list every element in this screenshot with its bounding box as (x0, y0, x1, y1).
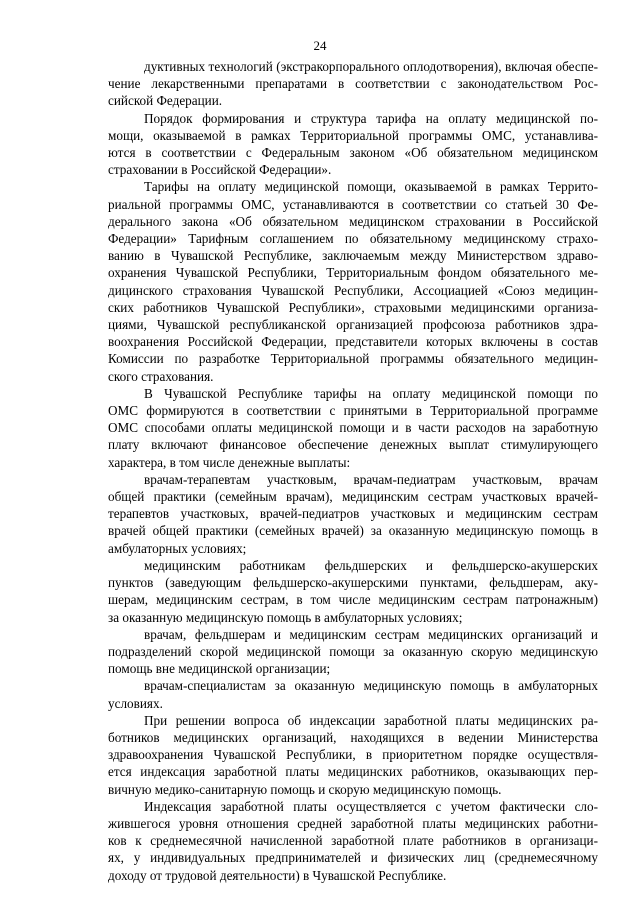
text-line: характера, в том числе денежные выплаты: (108, 454, 351, 470)
text-line: охранения Чувашской Республики, Территориальным фондом обязательного ме- (108, 265, 598, 281)
text-line: медицинским работникам фельдшерских и фельдшерско-акушерских (144, 557, 598, 573)
text-line: циями, Чувашской республиканской организацией профсоюза работников здра- (108, 317, 598, 333)
paragraph (108, 471, 598, 557)
text-line: чение лекарственными препаратами в соответствии с законодательством Рос- (108, 76, 598, 92)
text-line: врачей общей практики (семейных врачей) за оказанную медицинскую помощь в (108, 523, 598, 539)
text-line: терапевтов участковых, врачей-педиатров участковых и медицинским сестрам (108, 506, 598, 522)
text-line: подразделений скорой медицинской помощи за оказанную скорую медицинскую (108, 643, 598, 659)
text-line: ется индексация заработной платы медицинских работников, оказывающих пер- (108, 764, 598, 780)
text-line: помощь вне медицинской организации; (108, 661, 331, 677)
text-line: плату включают финансовое обеспечение денежных выплат стимулирующего (108, 437, 598, 453)
text-line: ков к среднемесячной начисленной заработной плате работников в организаци- (108, 833, 598, 849)
text-line: ских работников Чувашской Республики», страховыми медицинскими организа- (108, 299, 598, 315)
text-line: мощи, оказываемой в рамках Территориальной программы ОМС, устанавлива- (108, 127, 598, 143)
text-line: ванию в Чувашской Республике, заключаемым между Министерством здраво- (108, 248, 598, 264)
text-line: врачам-специалистам за оказанную медицинскую помощь в амбулаторных (144, 678, 598, 694)
text-line: ботников медицинских организаций, находящихся в ведении Министерства (108, 729, 598, 745)
paragraph (108, 712, 598, 798)
paragraph (108, 385, 598, 471)
text-line: Тарифы на оплату медицинской помощи, оказываемой в рамках Террито- (144, 179, 598, 195)
text-line: врачам, фельдшерам и медицинским сестрам медицинских организаций и (144, 626, 598, 642)
text-line: вичную медико-санитарную помощь и скорую медицинскую помощь. (108, 781, 502, 797)
text-line: жившегося уровня отношения средней заработной платы медицинских работни- (108, 815, 598, 831)
text-line: пунктов (заведующим фельдшерско-акушерскими пунктами, фельдшерам, аку- (108, 575, 598, 591)
body-text (108, 58, 598, 884)
text-line: Индексация заработной платы осуществляется с учетом фактически сло- (144, 798, 598, 814)
text-line: здравоохранения Чувашской Республики, в приоритетном порядке осуществля- (108, 747, 598, 763)
text-line: Федерации» Тарифным соглашением по обязательному медицинскому страхо- (108, 231, 598, 247)
paragraph (108, 110, 598, 179)
text-line: шерам, медицинским сестрам, в том числе медицинским сестрам патронажным) (108, 592, 598, 608)
text-line: Комиссии по разработке Территориальной программы обязательного медицин- (108, 351, 598, 367)
paragraph (108, 677, 598, 711)
text-line: ются в соответствии с Федеральным законом «Об обязательном медицинском (108, 145, 598, 161)
text-line: При решении вопроса об индексации заработной платы медицинских ра- (144, 712, 598, 728)
text-line: ского страхования. (108, 368, 214, 384)
text-line: амбулаторных условиях; (108, 540, 247, 556)
text-line: дицинского страхования Чувашской Республики, Ассоциацией «Союз медицин- (108, 282, 598, 298)
text-line: Порядок формирования и структура тарифа на оплату медицинской по- (144, 110, 598, 126)
text-line: условиях. (108, 695, 163, 711)
page-number: 24 (313, 38, 327, 53)
text-line: воохранения Российской Федерации, представители которых включены в состав (108, 334, 598, 350)
text-line: ОМС способами оплаты медицинской помощи и в части расходов на заработную (108, 420, 598, 436)
paragraph (108, 58, 598, 110)
text-line: врачам-терапевтам участковым, врачам-педиатрам участковым, врачам (144, 471, 598, 487)
text-line: сийской Федерации. (108, 93, 223, 109)
text-line: риальной программы ОМС, устанавливаются в соответствии со статьей 30 Фе- (108, 196, 598, 212)
text-line: страховании в Российской Федерации». (108, 162, 332, 178)
text-line: ОМС формируются в соответствии с принятыми в Территориальной программе (108, 403, 598, 419)
text-line: ях, у индивидуальных предпринимателей и физических лиц (среднемесячному (108, 850, 598, 866)
paragraph (108, 557, 598, 626)
text-line: дерального закона «Об обязательном медицинском страховании в Российской (108, 213, 598, 229)
paragraph (108, 626, 598, 678)
text-line: В Чувашской Республике тарифы на оплату медицинской помощи по (144, 385, 598, 401)
text-line: доходу от трудовой деятельности) в Чувашской Республике. (108, 867, 447, 883)
paragraph (108, 798, 598, 884)
text-line: за оказанную медицинскую помощь в амбулаторных условиях; (108, 609, 463, 625)
text-line: дуктивных технологий (экстракорпорального оплодотворения), включая обеспе- (144, 59, 598, 74)
text-line: общей практики (семейным врачам), медицинским сестрам участковых врачей- (108, 489, 598, 505)
paragraph (108, 178, 598, 384)
